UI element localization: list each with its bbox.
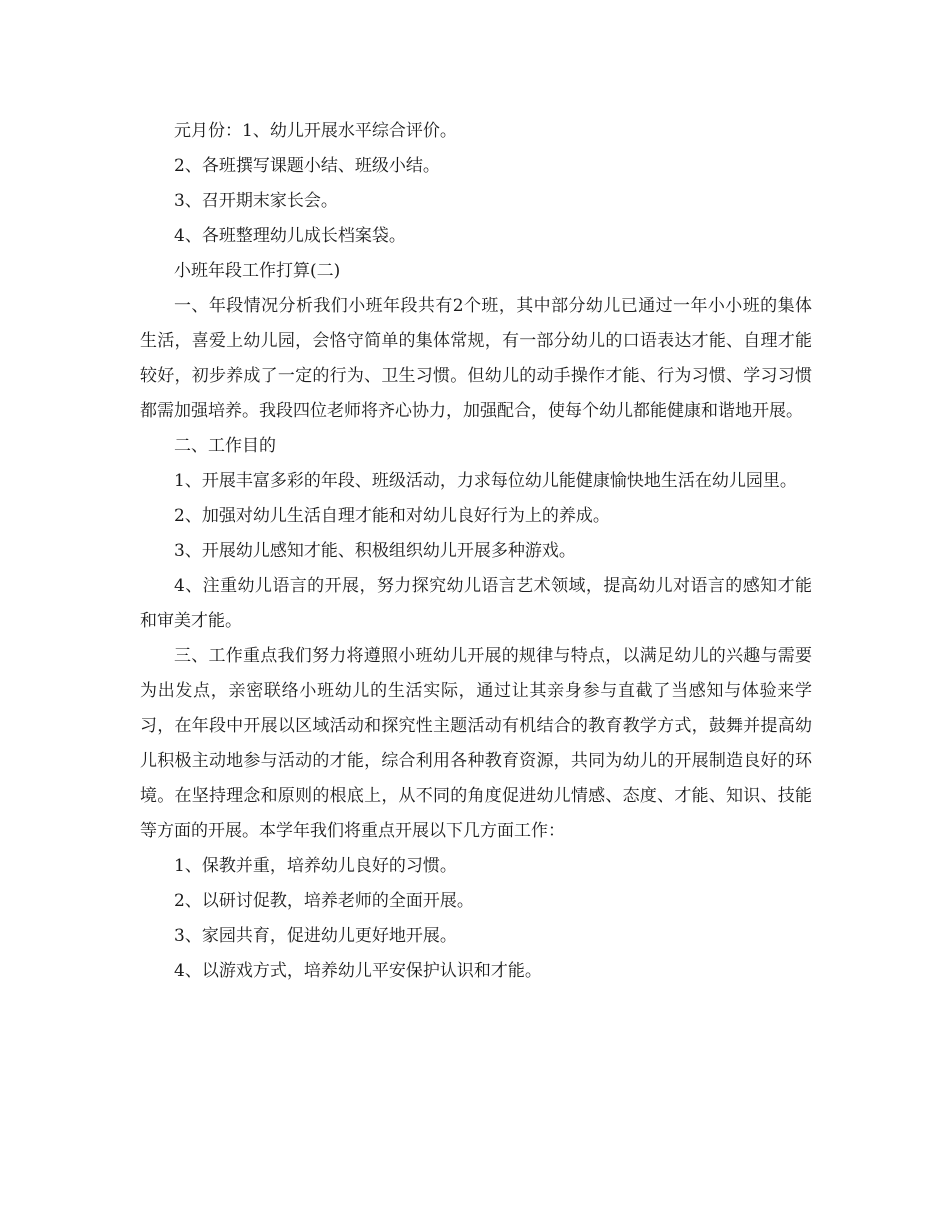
paragraph-item: 3、家园共育，促进幼儿更好地开展。 xyxy=(174,926,457,946)
paragraph-item: 2、以研讨促教，培养老师的全面开展。 xyxy=(174,891,474,911)
paragraph-item: 4、以游戏方式，培养幼儿平安保护认识和才能。 xyxy=(174,961,542,981)
paragraph-item: 1、保教并重，培养幼儿良好的习惯。 xyxy=(174,856,457,876)
paragraph-item: 3、开展幼儿感知才能、积极组织幼儿开展多种游戏。 xyxy=(174,541,576,561)
paragraph-item: 4、注重幼儿语言的开展，努力探究幼儿语言艺术领域，提高幼儿对语言的感知才能和审美才能。 xyxy=(140,576,812,631)
section-heading-goals: 二、工作目的 xyxy=(174,436,276,456)
paragraph-item: 4、各班整理幼儿成长档案袋。 xyxy=(174,226,406,246)
paragraph-item: 3、召开期末家长会。 xyxy=(174,191,338,211)
paragraph-situation-analysis: 一、年段情况分析我们小班年段共有2个班，其中部分幼儿已通过一年小小班的集体生活，喜爱上幼儿园，会恪守简单的集体常规，有一部分幼儿的口语表达才能、自理才能较好，初步养成了一定的行为、卫生习惯。但幼儿的动手操作才能、行为习惯、学习习惯都需加强培养。我段四位老师将齐心协力，加强配合，使每个幼儿都能健康和谐地开展。 xyxy=(140,296,812,421)
paragraph-item: 2、加强对幼儿生活自理才能和对幼儿良好行为上的养成。 xyxy=(174,506,610,526)
paragraph-item: 2、各班撰写课题小结、班级小结。 xyxy=(174,156,440,176)
paragraph-work-focus: 三、工作重点我们努力将遵照小班幼儿开展的规律与特点，以满足幼儿的兴趣与需要为出发点，亲密联络小班幼儿的生活实际，通过让其亲身参与直截了当感知与体验来学习，在年段中开展以区域活动和探究性主题活动有机结合的教育教学方式，鼓舞并提高幼儿积极主动地参与活动的才能，综合利用各种教育资源，共同为幼儿的开展制造良好的环境。在坚持理念和原则的根底上，从不同的角度促进幼儿情感、态度、才能、知识、技能等方面的开展。本学年我们将重点开展以下几方面工作： xyxy=(140,646,812,841)
paragraph-item: 1、开展丰富多彩的年段、班级活动，力求每位幼儿能健康愉快地生活在幼儿园里。 xyxy=(174,471,797,491)
document-body xyxy=(140,114,812,989)
paragraph-jan: 元月份：1、幼儿开展水平综合评价。 xyxy=(174,121,457,141)
section-title: 小班年段工作打算(二) xyxy=(174,261,341,281)
